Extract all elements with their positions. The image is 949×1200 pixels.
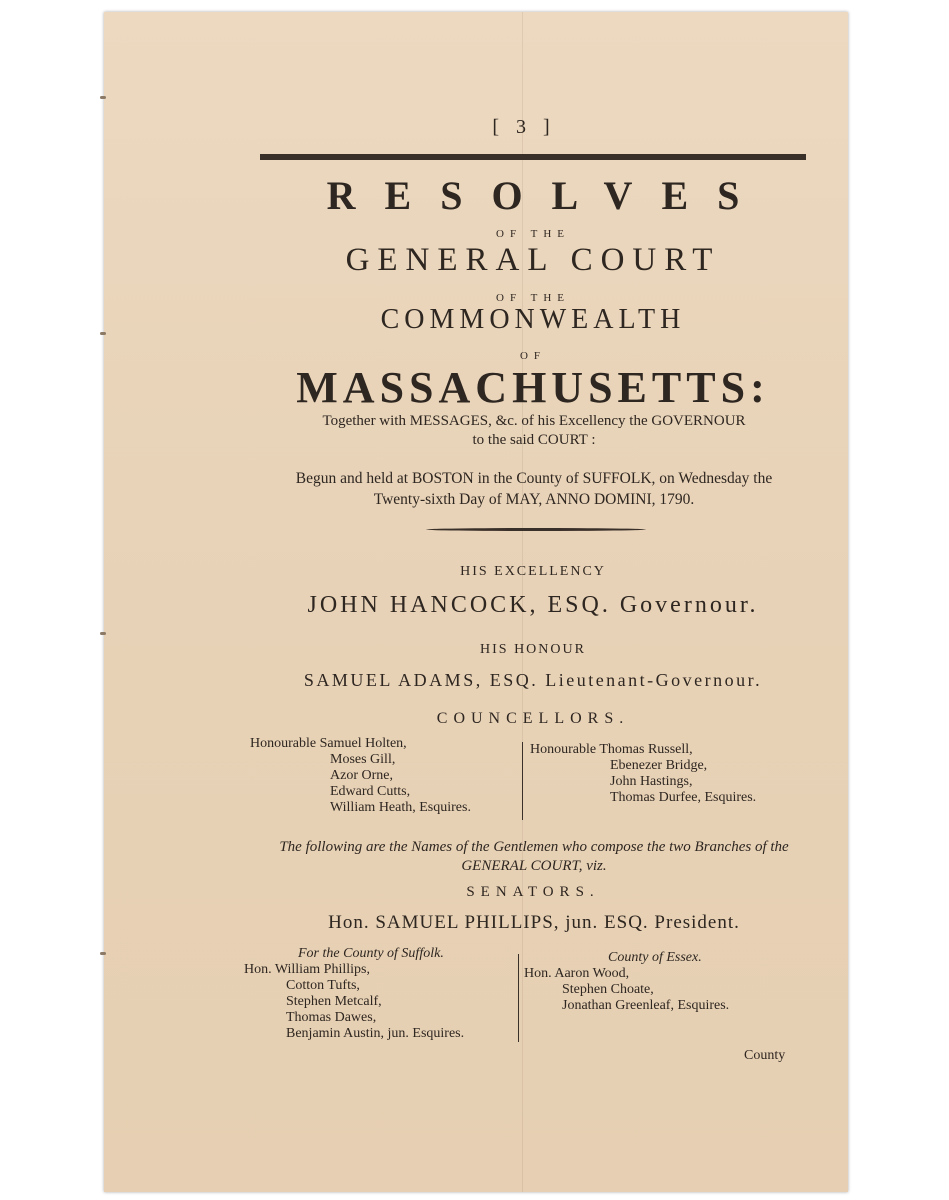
following-text (224, 838, 844, 876)
councellors-heading: COUNCELLORS. (436, 710, 630, 727)
subtitle-line: Together with MESSAGES, &c. of his Excellency the GOVERNOUR (322, 413, 746, 429)
senator-name: Thomas Dawes, (286, 1010, 377, 1025)
top-rule (260, 154, 806, 160)
session-line: Twenty-sixth Day of MAY, ANNO DOMINI, 1790. (373, 491, 695, 508)
subtitle-line: to the said COURT : (472, 432, 596, 448)
senator-name: Stephen Metcalf, (286, 994, 382, 1009)
councellor-name: Honourable Thomas Russell, (530, 742, 693, 757)
title-commonwealth: COMMONWEALTH (380, 304, 686, 335)
governor-name: JOHN HANCOCK, ESQ. Governour. (307, 592, 759, 618)
senator-name: Stephen Choate, (562, 982, 654, 997)
subtitle (234, 412, 834, 450)
document-page (104, 12, 848, 1192)
senate-president: Hon. SAMUEL PHILLIPS, jun. ESQ. President. (328, 912, 740, 933)
page-number: [ 3 ] (492, 116, 556, 138)
title-general-court: GENERAL COURT (345, 242, 721, 278)
column-divider (522, 742, 523, 820)
binding-stitch (100, 96, 106, 99)
catchword: County (744, 1048, 786, 1063)
senator-name: Jonathan Greenleaf, Esquires. (562, 998, 730, 1013)
lieutenant-name: SAMUEL ADAMS, ESQ. Lieutenant-Governour. (303, 670, 763, 690)
column-divider (518, 954, 519, 1042)
title-of: OF (519, 350, 547, 362)
following-line: The following are the Names of the Gentlemen who compose the two Branches of the (279, 839, 789, 855)
councellors-right-column (530, 742, 756, 806)
title-of-the: OF THE (496, 292, 570, 304)
binding-stitch (100, 632, 106, 635)
councellor-name: Ebenezer Bridge, (610, 758, 708, 773)
senator-name: Hon. Aaron Wood, (524, 966, 630, 981)
senator-name: Hon. William Phillips, (244, 962, 370, 977)
ornamental-rule (426, 528, 646, 531)
county-heading: County of Essex. (608, 950, 702, 965)
following-line: GENERAL COURT, viz. (461, 858, 607, 874)
councellor-name: Edward Cutts, (330, 784, 411, 799)
councellor-name: Honourable Samuel Holten, (250, 736, 407, 751)
senator-name: Benjamin Austin, jun. Esquires. (286, 1026, 465, 1041)
session-line: Begun and held at BOSTON in the County of SUFFOLK, on Wednesday the (295, 470, 773, 487)
senators-heading: SENATORS. (466, 884, 600, 900)
councellor-name: John Hastings, (610, 774, 693, 789)
councellor-name: Azor Orne, (330, 768, 393, 783)
councellor-name: Moses Gill, (330, 752, 396, 767)
county-heading: For the County of Suffolk. (298, 946, 444, 961)
senators-left-column (244, 946, 464, 1042)
senators-right-column (524, 950, 729, 1014)
binding-stitch (100, 332, 106, 335)
councellor-name: William Heath, Esquires. (330, 800, 471, 815)
lieutenant-label: HIS HONOUR (480, 642, 586, 657)
title-of-the: OF THE (496, 228, 570, 240)
senator-name: Cotton Tufts, (286, 978, 360, 993)
session-text (234, 468, 834, 510)
governor-label: HIS EXCELLENCY (460, 564, 606, 579)
councellor-name: Thomas Durfee, Esquires. (610, 790, 757, 805)
binding-stitch (100, 952, 106, 955)
councellors-left-column (250, 736, 471, 816)
title-massachusetts: MASSACHUSETTS: (296, 363, 770, 412)
title-resolves: RESOLVES (326, 173, 769, 218)
